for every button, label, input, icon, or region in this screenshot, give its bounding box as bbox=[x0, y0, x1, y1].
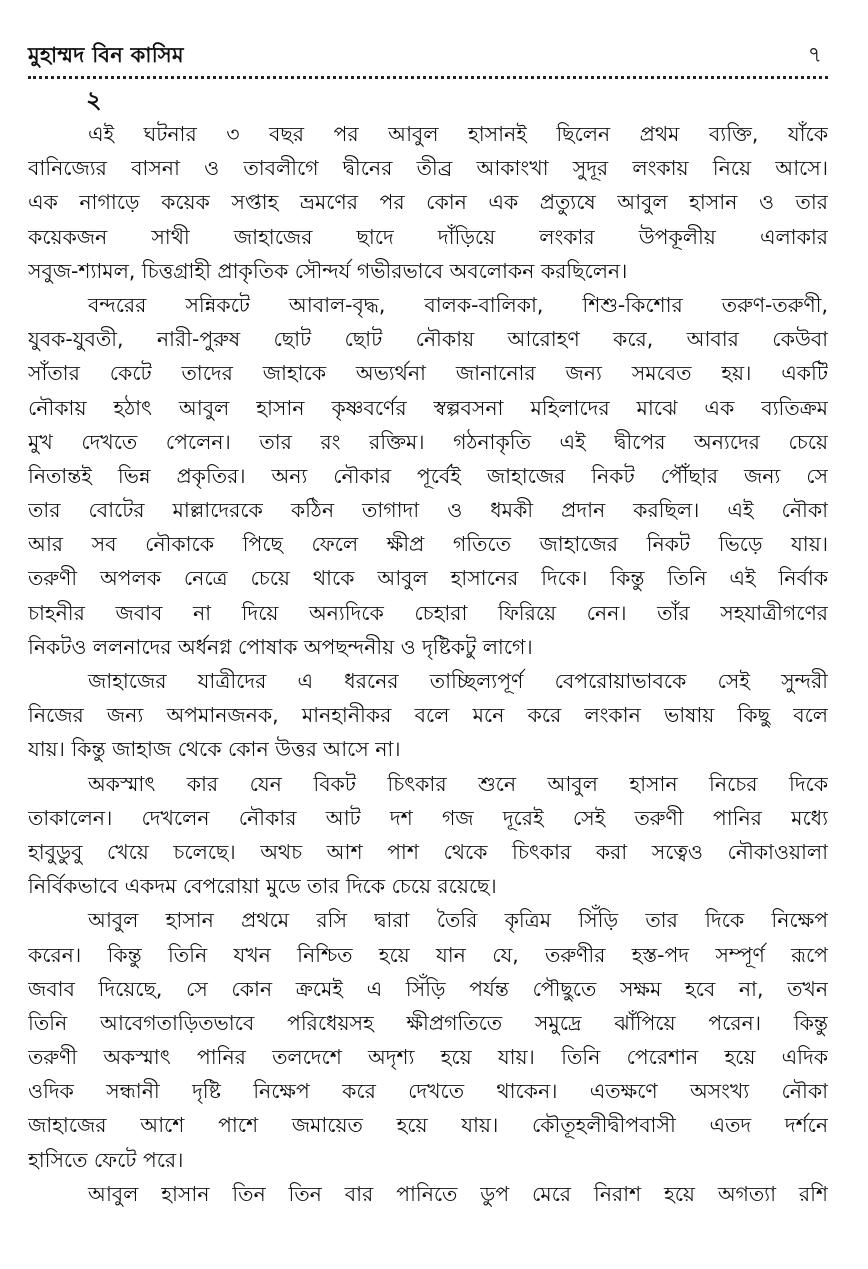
text-line: হাবুডুবু খেয়ে চলেছে। অথচ আশ পাশ থেকে চিৎকার করা সত্বেও নৌকাওয়ালা bbox=[28, 839, 828, 864]
text-line: নিকটও ললনাদের অর্ধনগ্ন পোষাক অপছন্দনীয় ও দৃষ্টিকটু লাগে। bbox=[28, 634, 533, 659]
text-line: সাঁতার কেটে তাদের জাহাকে অভ্যর্থনা জানানোর জন্য সমবেত হয়। একটি bbox=[28, 361, 828, 386]
text-line: তিনি আবেগতাড়িতভাবে পরিধেয়সহ ক্ষীপ্রগতিতে সমুদ্রে ঝাঁপিয়ে পরেন। কিন্তু bbox=[28, 1010, 828, 1035]
text-line: এক নাগাড়ে কয়েক সপ্তাহ ভ্রমণের পর কোন এক প্রত্যুষে আবুল হাসান ও তার bbox=[28, 190, 828, 215]
text-line: তার বোটের মাল্লাদেরকে কঠিন তাগাদা ও ধমকী প্রদান করছিল। এই নৌকা bbox=[28, 498, 828, 523]
text-line: বানিজ্যের বাসনা ও তাবলীগে দ্বীনের তীব্র আকাংখা সুদূর লংকায় নিয়ে আসে। bbox=[28, 156, 828, 181]
text-line: নিতান্তই ভিন্ন প্রকৃতির। অন্য নৌকার পূর্বেই জাহাজের নিকট পৌঁছার জন্য সে bbox=[28, 463, 828, 488]
text-line: নৌকায় হঠাৎ আবুল হাসান কৃষ্ণবর্ণের স্বল্পবসনা মহিলাদের মাঝে এক ব্যতিক্রম bbox=[28, 395, 828, 420]
dotted-divider bbox=[28, 76, 828, 79]
text-line: আবুল হাসান প্রথমে রসি দ্বারা তৈরি কৃত্রিম সিঁড়ি তার দিকে নিক্ষেপ bbox=[88, 908, 828, 933]
text-line: জবাব দিয়েছে, সে কোন ক্রমেই এ সিঁড়ি পর্যন্ত পৌছুতে সক্ষম হবে না, তখন bbox=[28, 976, 828, 1001]
text-line: ওদিক সন্ধানী দৃষ্টি নিক্ষেপ করে দেখতে থাকেন। এতক্ষণে অসংখ্য নৌকা bbox=[28, 1079, 828, 1104]
text-line: তাকালেন। দেখলেন নৌকার আট দশ গজ দূরেই সেই তরুণী পানির মধ্যে bbox=[28, 805, 828, 830]
text-line: আবুল হাসান তিন তিন বার পানিতে ডুপ মেরে নিরাশ হয়ে অগত্যা রশি bbox=[88, 1181, 828, 1206]
text-line: অকস্মাৎ কার যেন বিকট চিৎকার শুনে আবুল হাসান নিচের দিকে bbox=[88, 771, 828, 796]
text-line: যায়। কিন্তু জাহাজ থেকে কোন উত্তর আসে না। bbox=[28, 737, 401, 762]
text-line: কয়েকজন সাথী জাহাজের ছাদে দাঁড়িয়ে লংকার উপকূলীয় এলাকার bbox=[28, 224, 828, 249]
text-line: তরুণী অপলক নেত্রে চেয়ে থাকে আবুল হাসানের দিকে। কিন্তু তিনি এই নির্বাক bbox=[28, 566, 828, 591]
book-title: মুহাম্মদ বিন কাসিম bbox=[28, 43, 184, 67]
section-number: ২ bbox=[86, 86, 102, 114]
text-line: হাসিতে ফেটে পরে। bbox=[28, 1147, 184, 1172]
body-text bbox=[28, 117, 828, 1211]
text-line: সবুজ-শ্যামল, চিত্তগ্রাহী প্রাকৃতিক সৌন্দর্য গভীরভাবে অবলোকন করছিলেন। bbox=[28, 258, 628, 283]
text-line: নির্বিকভাবে একদম বেপরোয়া মুডে তার দিকে চেয়ে রয়েছে। bbox=[28, 874, 497, 899]
text-line: বন্দরের সন্নিকটে আবাল-বৃদ্ধ, বালক-বালিকা, শিশু-কিশোর তরুণ-তরুণী, bbox=[88, 292, 828, 317]
running-header bbox=[28, 38, 828, 72]
text-line: মুখ দেখতে পেলেন। তার রং রক্তিম। গঠনাকৃতি এই দ্বীপের অন্যদের চেয়ে bbox=[28, 429, 828, 454]
page-number: ৭ bbox=[807, 43, 822, 68]
text-line: জাহাজের যাত্রীদের এ ধরনের তাচ্ছিল্যপূর্ণ বেপরোয়াভাবকে সেই সুন্দরী bbox=[88, 669, 828, 693]
text-line: নিজের জন্য অপমানজনক, মানহানীকর বলে মনে করে লংকান ভাষায় কিছু বলে bbox=[28, 703, 828, 728]
text-line: করেন। কিন্তু তিনি যখন নিশ্চিত হয়ে যান যে, তরুণীর হস্ত-পদ সম্পূর্ণ রূপে bbox=[28, 942, 828, 967]
text-line: যুবক-যুবতী, নারী-পুরুষ ছোট ছোট নৌকায় আরোহণ করে, আবার কেউবা bbox=[28, 327, 828, 352]
text-line: জাহাজের আশে পাশে জমায়েত হয়ে যায়। কৌতূহলীদ্বীপবাসী এতদ দর্শনে bbox=[28, 1113, 828, 1138]
text-line: তরুণী অকস্মাৎ পানির তলদেশে অদৃশ্য হয়ে যায়। তিনি পেরেশান হয়ে এদিক bbox=[28, 1045, 828, 1070]
text-line: আর সব নৌকাকে পিছে ফেলে ক্ষীপ্র গতিতে জাহাজের নিকট ভিড়ে যায়। bbox=[28, 532, 828, 557]
text-line: এই ঘটনার ৩ বছর পর আবুল হাসানই ছিলেন প্রথম ব্যক্তি, যাঁকে bbox=[88, 122, 828, 146]
text-line: চাহনীর জবাব না দিয়ে অন্যদিকে চেহারা ফিরিয়ে নেন। তাঁর সহযাত্রীগণের bbox=[28, 600, 828, 625]
